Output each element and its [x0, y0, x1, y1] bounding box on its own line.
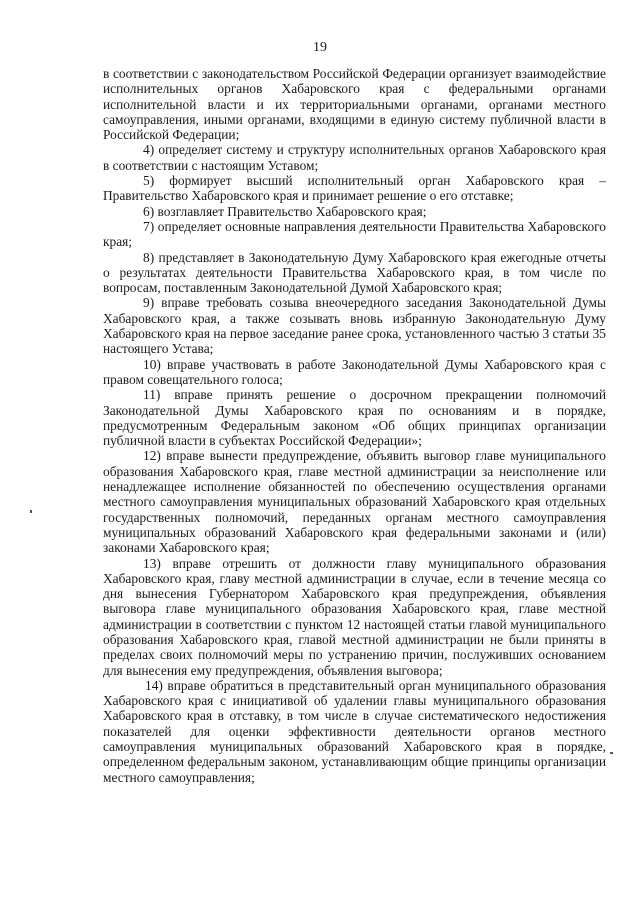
page-number: 19	[313, 40, 327, 55]
paragraph-item-13: 13) вправе отрешить от должности главу муниципального образования Хабаровского края, главу местной администрации в случае, если в течение месяца со дня вынесения Губернатором Хабаровского края предупреждения, объявления выговора главе муниципального образования Хабаровского края, главе местной администрации в соответствии с пунктом 12 настоящей статьи главой муниципального образования Хабаровского края, главой местной администрации не были приняты в пределах своих полномочий меры по устранению причин, послуживших основанием для вынесения ему предупреждения, объявления выговора;	[103, 555, 606, 678]
paragraph-item-11: 11) вправе принять решение о досрочном прекращении полномочий Законодательной Думы Хабаровского края по основаниям и в порядке, предусмотренным Федеральным законом «Об общих принципах организации публичной власти в субъектах Российской Федерации»;	[103, 387, 606, 449]
paragraph-item-12: 12) вправе вынести предупреждение, объявить выговор главе муниципального образования Хабаровского края, главе местной администрации за неисполнение или ненадлежащее исполнение обязанностей по обеспечению осуществления органами местного самоуправления муниципальных образований Хабаровского края отдельных государственных полномочий, переданных органам местного самоуправления муниципальных образований Хабаровского края федеральными законами и (или) законами Хабаровского края;	[103, 448, 606, 556]
paragraph-item-7: 7) определяет основные направления деятельности Правительства Хабаровского края;	[103, 218, 606, 250]
scan-speck	[610, 752, 613, 754]
paragraph-item-5: 5) формирует высший исполнительный орган Хабаровского края – Правительство Хабаровского края и принимает решение о его отставке;	[103, 173, 606, 204]
paragraph-item-6: 6) возглавляет Правительство Хабаровского края;	[143, 203, 427, 219]
paragraph-item-10: 10) вправе участвовать в работе Законодательной Думы Хабаровского края с правом совещательного голоса;	[103, 356, 606, 387]
paragraph-item-14: 14) вправе обратиться в представительный орган муниципального образования Хабаровского края с инициативой об удалении главы муниципального образования Хабаровского края в отставку, в том числе в случае систематического недостижения показателей для оценки эффективности деятельности органов местного самоуправления муниципальных образований Хабаровского края в порядке, определенном федеральным законом, устанавливающим общие принципы организации местного самоуправления;	[103, 677, 606, 785]
paragraph-continuation: в соответствии с законодательством Российской Федерации организует взаимодействие исполнительных органов Хабаровского края с федеральными органами исполнительной власти и их территориальными органами, органами местного самоуправления, иными органами, входящими в единую систему публичной власти в Российской Федерации;	[103, 66, 606, 143]
paragraph-item-8: 8) представляет в Законодательную Думу Хабаровского края ежегодные отчеты о результатах деятельности Правительства Хабаровского края, в том числе по вопросам, поставленным Законодательной Думой Хабаровского края;	[103, 249, 606, 296]
paragraph-item-4: 4) определяет систему и структуру исполнительных органов Хабаровского края в соответствии с настоящим Уставом;	[103, 142, 606, 173]
body-text	[103, 66, 606, 785]
paragraph-item-9: 9) вправе требовать созыва внеочередного заседания Законодательной Думы Хабаровского края, а также созывать вновь избранную Законодательную Думу Хабаровского края на первое заседание ранее срока, установленного частью 3 статьи 35 настоящего Устава;	[103, 295, 606, 357]
scan-speck	[30, 510, 32, 513]
